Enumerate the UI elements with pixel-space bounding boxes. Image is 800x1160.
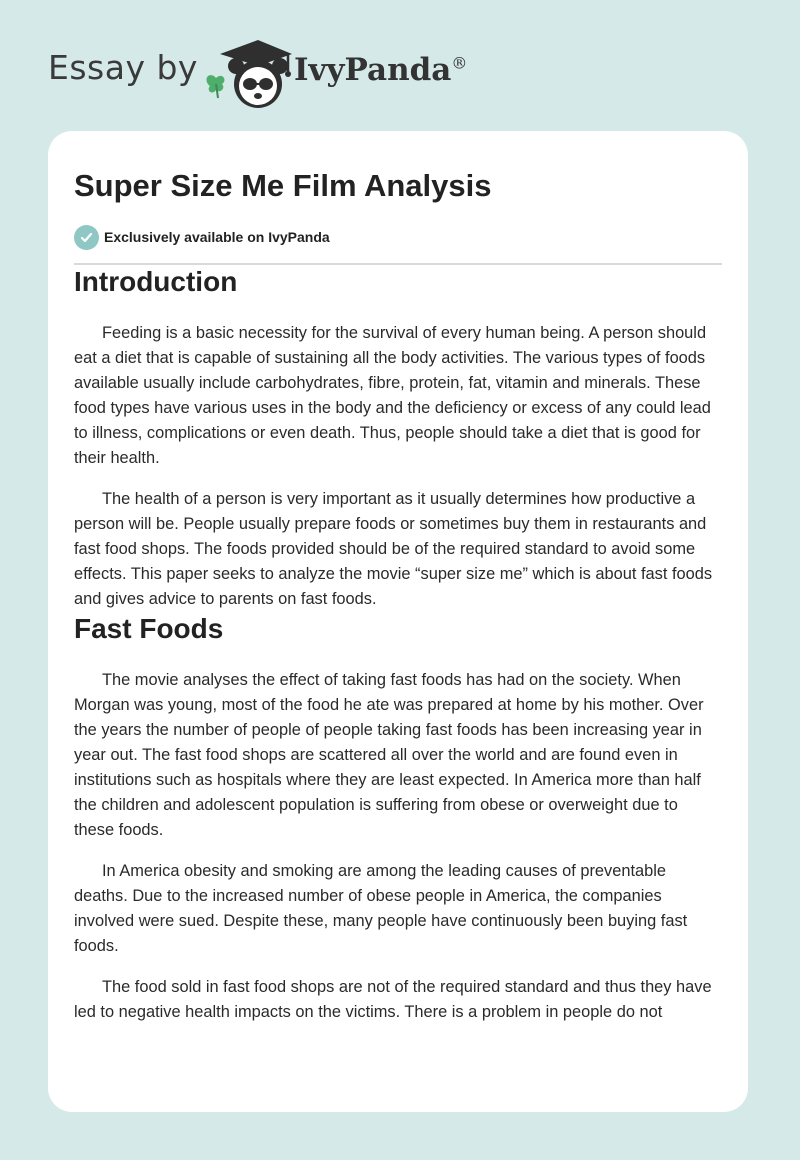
section-heading-introduction: Introduction [74,266,238,297]
section-heading-fast-foods: Fast Foods [74,613,224,644]
page-title: Super Size Me Film Analysis [74,168,492,203]
paragraph: In America obesity and smoking are among the leading causes of preventable deaths. Due to the increased number of obese people in America, the companies involved were sued. Despite these, many people have continuously been buying fast foods. [74,862,688,955]
check-circle-icon [74,225,99,250]
registered-mark: ® [451,53,468,73]
panda-graduate-logo-icon[interactable] [200,32,296,112]
paragraph: The health of a person is very important as it usually determines how productive a person will be. People usually prepare foods or sometimes buy them in restaurants and fast food shops. The foods provided should be of the required standard to avoid some effects. This paper seeks to analyze the movie “super size me” which is about fast foods and gives advice to parents on fast foods. [74,490,713,608]
paragraph: The food sold in fast food shops are not of the required standard and thus they have led to negative health impacts on the victims. There is a problem in people do not [74,978,712,1021]
paragraph: The movie analyses the effect of taking fast foods has had on the society. When Morgan was young, most of the food he ate was prepared at home by his mother. Over the years the number of people of people taking fast foods has been increasing year in year out. The fast food shops are scattered all over the world and are found even in institutions such as hospitals where they are least expected. In America more than half the children and adolescent population is suffering from obese or overweight due to these foods. [74,671,704,839]
site-header [48,32,548,112]
paragraph: Feeding is a basic necessity for the survival of every human being. A person should eat a diet that is capable of sustaining all the body activities. The various types of foods available usually include carbohydrates, fibre, protein, fat, vitamin and minerals. These food types have various uses in the body and the deficiency or excess of any could lead to illness, complications or even death. Thus, people should take a diet that is good for their health. [74,324,711,467]
brand-name[interactable]: IvyPanda® [294,52,468,88]
exclusive-badge [74,223,722,251]
badge-text: Exclusively available on IvyPanda [104,229,330,245]
brand-prefix: Essay by [48,48,198,87]
ivy-leaf-icon [207,75,225,98]
essay-card [48,131,748,1112]
